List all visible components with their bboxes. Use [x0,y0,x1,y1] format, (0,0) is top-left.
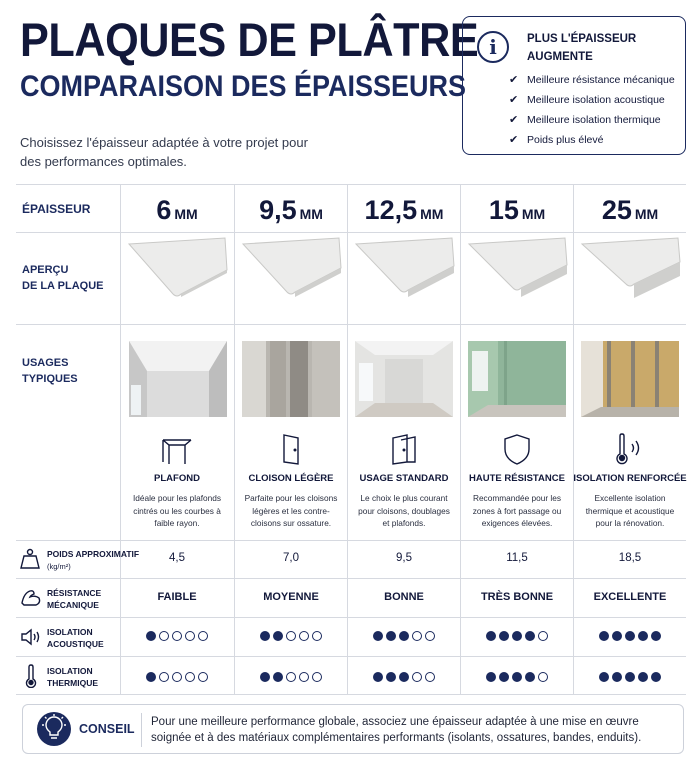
info-icon: i [477,31,509,63]
row-divider [16,324,686,325]
thickness-row-label: ÉPAISSEUR [22,202,91,216]
rating-dot-empty [198,672,208,682]
weight-value-12-5: 9,5 [396,552,412,564]
usage-title-6: PLAFOND [154,473,200,484]
rating-dot-empty [185,631,195,641]
table-bottom-border [16,694,686,695]
usage-desc-6: Idéale pour les plafonds cintrés ou les courbes à faible rayon. [132,493,222,528]
rating-dot-empty [172,672,182,682]
rating-dot-filled [651,672,661,682]
list-item: ✔ Poids plus élevé [509,131,675,151]
rating-dot-filled [625,631,635,641]
weight-value-15: 11,5 [506,552,528,564]
rating-dot-empty [312,631,322,641]
usage-desc-25: Excellente isolation thermique et acoustique pour la rénovation. [585,493,675,528]
rating-dot-filled [486,672,496,682]
acoustic-row-label: ISOLATION ACOUSTIQUE [47,627,104,649]
rating-dot-filled [612,631,622,641]
thickness-25: 25 MM [601,195,659,225]
rating-dot-filled [386,672,396,682]
rating-dot-empty [172,631,182,641]
ceiling-photo [129,341,227,417]
list-item: ✔ Meilleure résistance mécanique [509,71,675,91]
rating-dot-filled [625,672,635,682]
rating-dot-empty [425,672,435,682]
weight-icon [20,548,40,575]
thermal-rating-9-5 [234,672,348,682]
thermal-rating-25 [573,672,687,682]
resistance-row-label: RÉSISTANCE MÉCANIQUE [47,588,102,610]
rating-dot-empty [286,672,296,682]
table-top-border [16,184,686,185]
usage-row-label: USAGES TYPIQUES [22,357,78,385]
rating-dot-filled [273,631,283,641]
check-icon: ✔ [509,74,519,86]
door-icon [234,432,348,466]
check-icon: ✔ [509,94,519,106]
usage-title-15: HAUTE RÉSISTANCE [469,473,565,484]
ceiling-icon [120,432,234,466]
resistance-value-25: EXCELLENTE [593,591,667,603]
thermal-rating-15 [460,672,574,682]
row-divider [16,656,686,657]
advice-text: Pour une meilleure performance globale, associez une épaisseur adaptée à une mise en œuvre soignée et à des matériaux complémentaires performants (isolants, ossatures, bandes, enduits). [151,716,642,744]
partition-photo [242,341,340,417]
usage-desc-12-5: Le choix le plus courant pour cloisons, doublages et plafonds. [358,493,450,528]
resistance-value-9-5: MOYENNE [263,591,319,603]
thickness-6: 6 MM [156,195,198,225]
resistance-value-15: TRÈS BONNE [480,591,554,603]
list-item: ✔ Meilleure isolation acoustique [509,91,675,111]
usage-title-9-5: CLOISON LÉGÈRE [248,473,334,484]
thermal-row-label: ISOLATION THERMIQUE [47,666,98,688]
rating-dot-filled [386,631,396,641]
rating-dot-empty [159,672,169,682]
shield-icon [460,432,574,466]
rating-dot-filled [260,631,270,641]
insulation-photo [581,341,679,417]
lightbulb-icon [37,712,71,746]
rating-dot-empty [198,631,208,641]
rating-dot-filled [273,672,283,682]
list-item: ✔ Meilleure isolation thermique [509,111,675,131]
thickness-9-5: 9,5 MM [259,195,323,225]
check-icon: ✔ [509,114,519,126]
rating-dot-empty [538,672,548,682]
rating-dot-empty [412,631,422,641]
acoustic-rating-9-5 [234,631,348,641]
rating-dot-empty [299,631,309,641]
rating-dot-filled [599,672,609,682]
plaque-preview-6 [127,236,229,300]
usage-desc-15: Recommandée pour les zones à fort passage ou exigences élevées. [472,493,562,528]
standard-room-photo [355,341,453,417]
acoustic-rating-6 [120,631,234,641]
info-box-list [509,71,675,151]
thickness-15: 15 MM [488,195,546,225]
rating-dot-filled [512,672,522,682]
thickness-12-5: 12,5 MM [364,195,444,225]
page-title: PLAQUES DE PLÂTRE [20,13,479,66]
weight-value-6: 4,5 [169,552,185,564]
plaque-preview-12-5 [354,236,456,300]
rating-dot-empty [538,631,548,641]
advice-separator [141,713,142,747]
row-divider [16,578,686,579]
weight-value-9-5: 7,0 [283,552,299,564]
usage-desc-9-5: Parfaite pour les cloisons légères et les contre-cloisons sur ossature. [244,493,338,528]
rating-dot-filled [499,672,509,682]
acoustic-rating-12-5 [347,631,461,641]
acoustic-rating-15 [460,631,574,641]
rating-dot-filled [146,631,156,641]
rating-dot-filled [373,631,383,641]
rating-dot-empty [159,631,169,641]
rating-dot-filled [525,672,535,682]
usage-title-12-5: USAGE STANDARD [359,473,449,484]
row-divider [16,540,686,541]
thermometer-sound-icon [573,432,687,466]
rating-dot-filled [525,631,535,641]
rating-dot-filled [373,672,383,682]
resistance-value-12-5: BONNE [384,591,424,603]
rating-dot-filled [512,631,522,641]
rating-dot-empty [286,631,296,641]
rating-dot-filled [651,631,661,641]
rating-dot-empty [185,672,195,682]
rating-dot-empty [412,672,422,682]
thermometer-icon [24,664,38,693]
rating-dot-filled [499,631,509,641]
rating-dot-filled [599,631,609,641]
doors-icon [347,432,461,466]
usage-title-25: ISOLATION RENFORCÉE [573,473,687,484]
acoustic-rating-25 [573,631,687,641]
thermal-rating-12-5 [347,672,461,682]
check-icon: ✔ [509,134,519,146]
page-subtitle: COMPARAISON DES ÉPAISSEURS [20,70,467,103]
advice-box [22,704,684,754]
advice-label: CONSEIL [79,722,135,736]
preview-row-label: APERÇU DE LA PLAQUE [22,264,104,292]
plaque-preview-25 [580,236,682,300]
info-box-title: PLUS L'ÉPAISSEUR AUGMENTE [527,33,637,63]
rating-dot-filled [638,672,648,682]
thermal-rating-6 [120,672,234,682]
row-divider [16,617,686,618]
speaker-icon [20,627,42,652]
rating-dot-filled [486,631,496,641]
high-resistance-photo [468,341,566,417]
rating-dot-filled [638,631,648,641]
rating-dot-filled [399,631,409,641]
plaque-preview-15 [467,236,569,300]
rating-dot-empty [299,672,309,682]
plaque-preview-9-5 [241,236,343,300]
rating-dot-filled [260,672,270,682]
row-divider [16,232,686,233]
rating-dot-empty [425,631,435,641]
weight-row-label: POIDS APPROXIMATIF (kg/m²) [47,549,140,571]
rating-dot-filled [612,672,622,682]
rating-dot-filled [146,672,156,682]
info-box [462,16,686,155]
muscle-icon [20,587,42,612]
weight-value-25: 18,5 [618,552,642,564]
rating-dot-filled [399,672,409,682]
intro-text: Choisissez l'épaisseur adaptée à votre projet pour des performances optimales. [20,135,308,169]
resistance-value-6: FAIBLE [157,591,197,603]
rating-dot-empty [312,672,322,682]
